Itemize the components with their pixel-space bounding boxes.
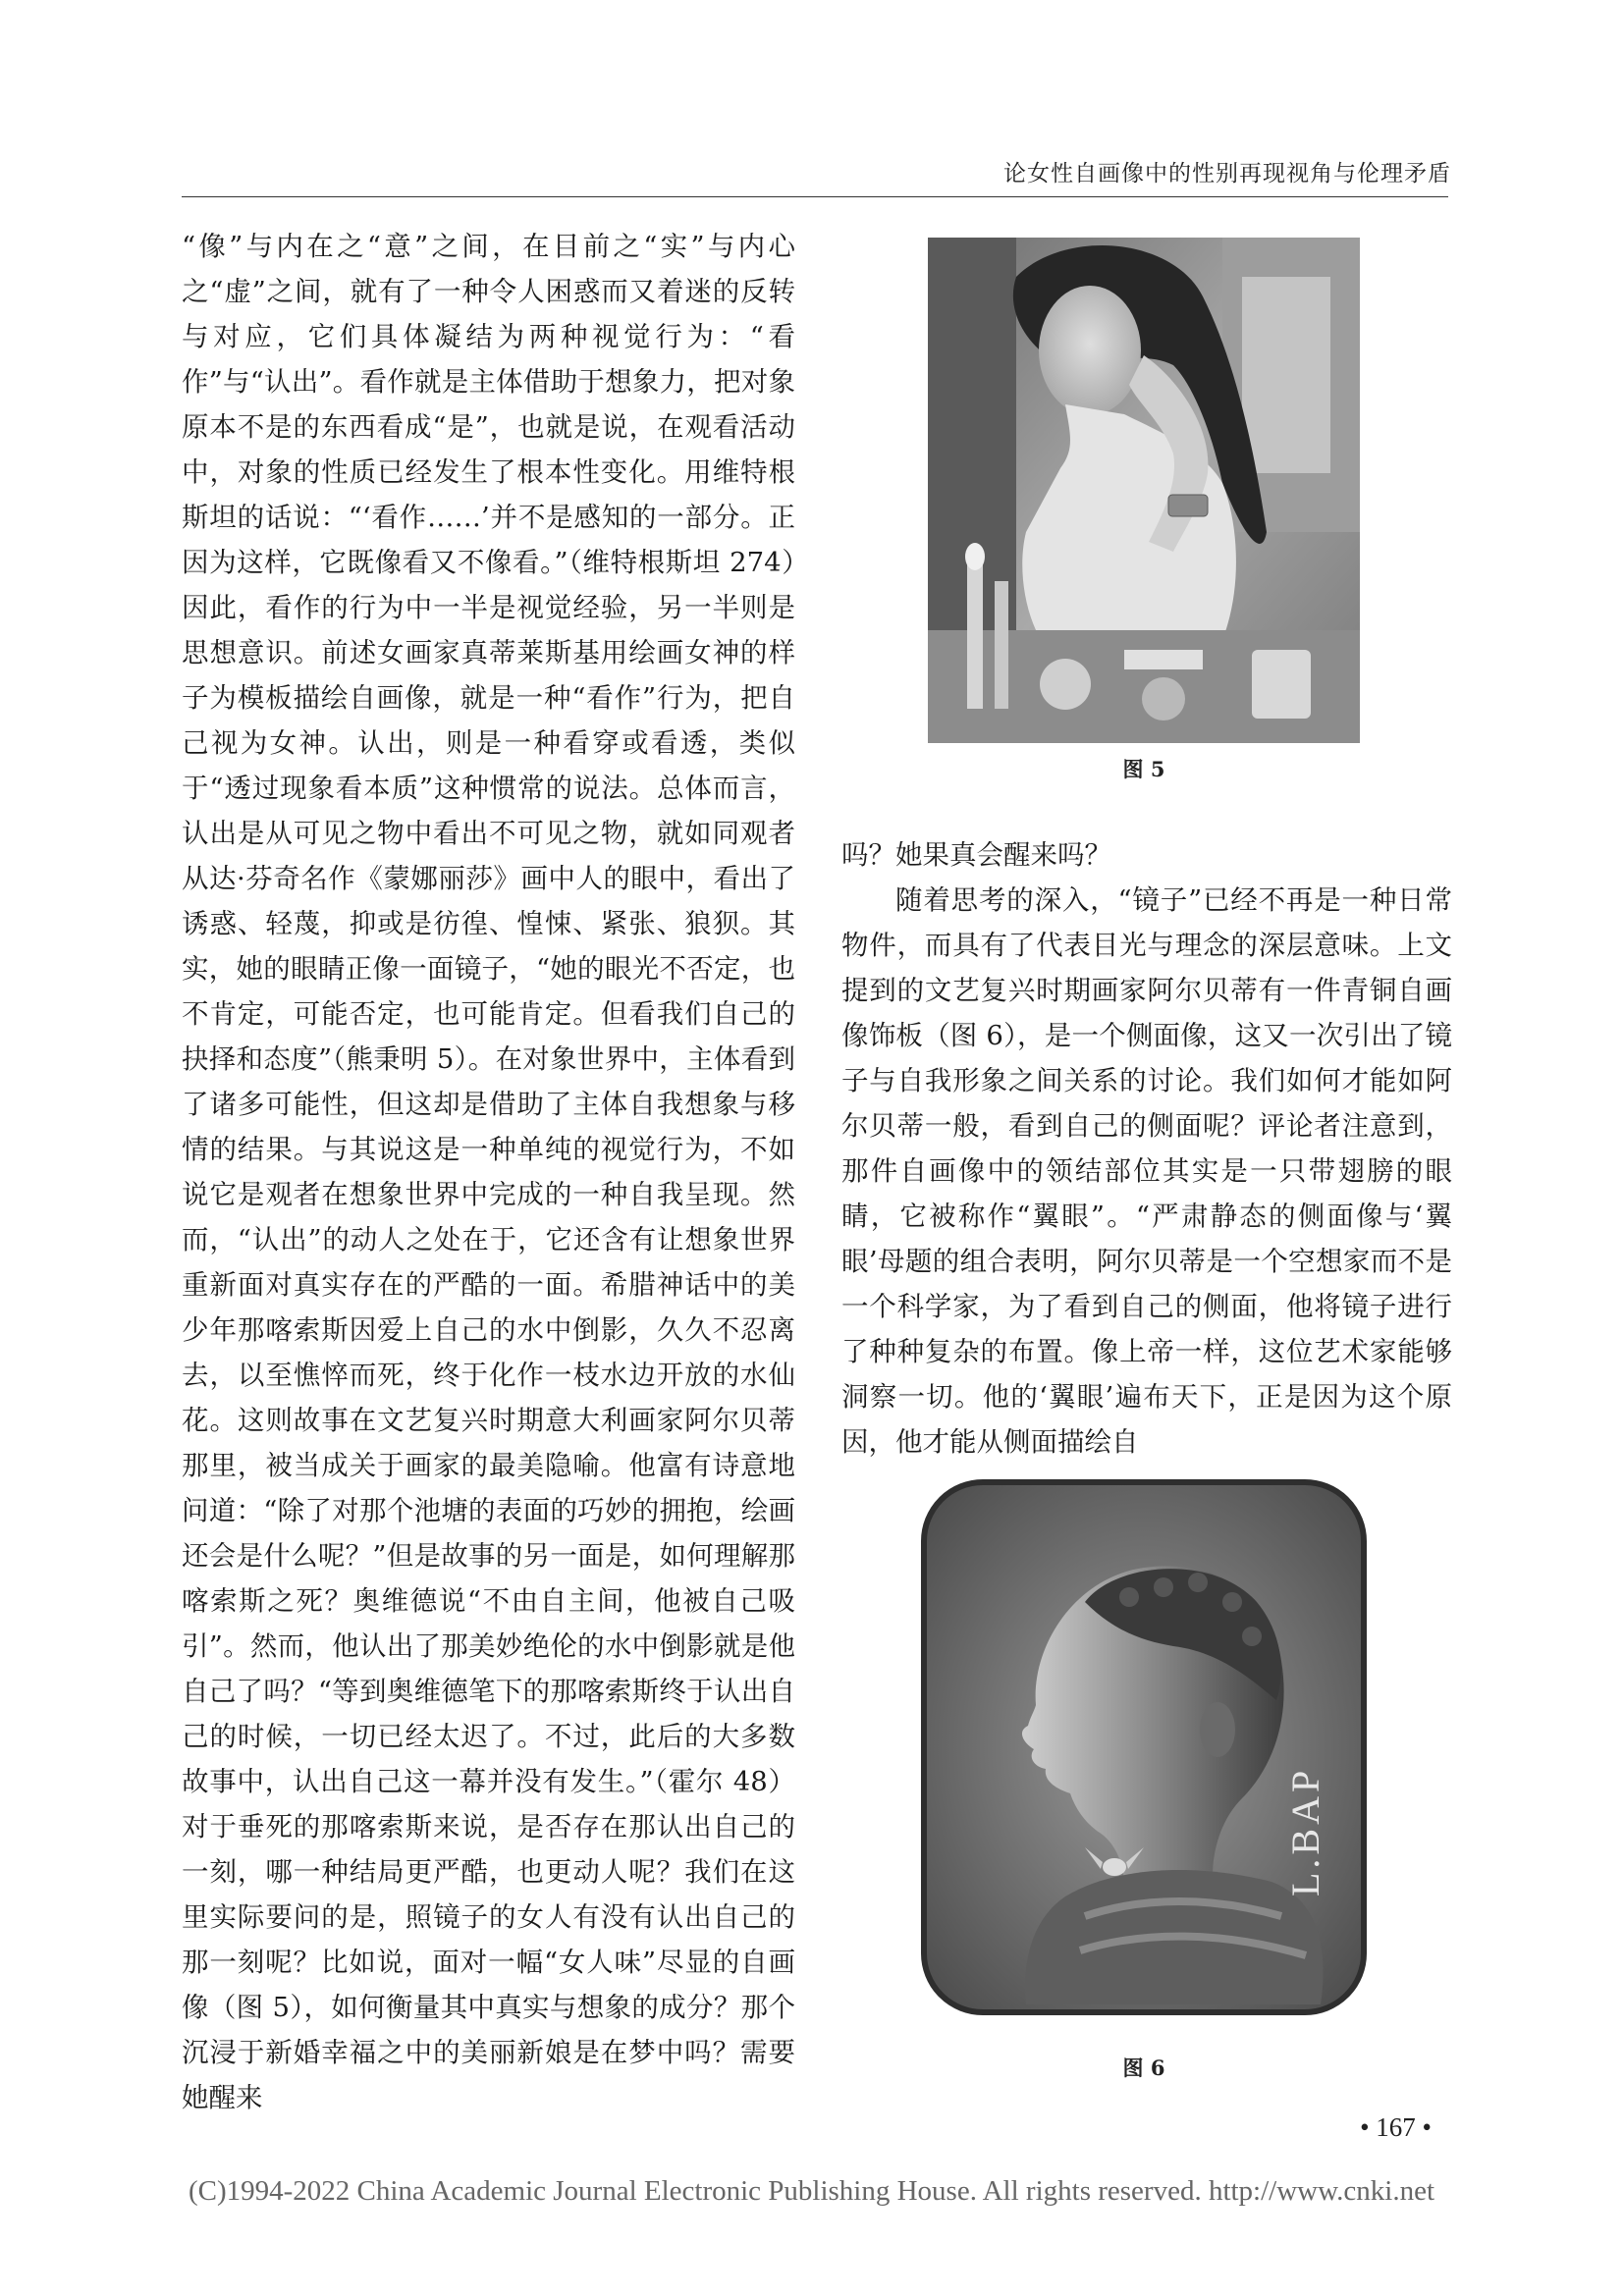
- left-column-paragraph: “像”与内在之“意”之间，在目前之“实”与内心之“虚”之间，就有了一种令人困惑而又着迷的反转与对应，它们具体凝结为两种视觉行为：“看作”与“认出”。看作就是主体借助于想象力，把对象原本不是的东西看成“是”，也就是说，在观看活动中，对象的性质已经发生了根本性变化。用维特根斯坦的话说：“‘看作……’并不是感知的一部分。正因为这样，它既像看又不像看。”（维特根斯坦 274）因此，看作的行为中一半是视觉经验，另一半则是思想意识。前述女画家真蒂莱斯基用绘画女神的样子为模板描绘自画像，就是一种“看作”行为，把自己视为女神。认出，则是一种看穿或看透，类似于“透过现象看本质”这种惯常的说法。总体而言，认出是从可见之物中看出不可见之物，就如同观者从达·芬奇名作《蒙娜丽莎》画中人的眼中，看出了诱惑、轻蔑，抑或是彷徨、惶悚、紧张、狼狈。其实，她的眼睛正像一面镜子，“她的眼光不否定，也不肯定，可能否定，也可能肯定。但看我们自己的抉择和态度”（熊秉明 5）。在对象世界中，主体看到了诸多可能性，但这却是借助了主体自我想象与移情的结果。与其说这是一种单纯的视觉行为，不如说它是观者在想象世界中完成的一种自我呈现。然而，“认出”的动人之处在于，它还含有让想象世界重新面对真实存在的严酷的一面。希腊神话中的美少年那喀索斯因爱上自己的水中倒影，久久不忍离去，以至憔悴而死，终于化作一枝水边开放的水仙花。这则故事在文艺复兴时期意大利画家阿尔贝蒂那里，被当成关于画家的最美隐喻。他富有诗意地问道：“除了对那个池塘的表面的巧妙的拥抱，绘画还会是什么呢？”但是故事的另一面是，如何理解那喀索斯之死？奥维德说“不由自主间，他被自己吸引”。然而，他认出了那美妙绝伦的水中倒影就是他自己了吗？“等到奥维德笔下的那喀索斯终于认出自己的时候，一切已经太迟了。不过，此后的大多数故事中，认出自己这一幕并没有发生。”（霍尔 48）对于垂死的那喀索斯来说，是否存在那认出自己的一刻，哪一种结局更严酷，也更动人呢？我们在这里实际要问的是，照镜子的女人有没有认出自己的那一刻呢？比如说，面对一幅“女人味”尽显的自画像（图 5），如何衡量其中真实与想象的成分？那个沉浸于新婚幸福之中的美丽新娘是在梦中吗？需要她醒来: [182, 231, 795, 2113]
- right-column-paragraph-1: 吗？她果真会醒来吗？: [841, 839, 1111, 871]
- header-rule: [182, 196, 1448, 197]
- left-column: [182, 224, 795, 2120]
- figure-6-image: [918, 1474, 1372, 2024]
- right-column: [841, 832, 1452, 1465]
- figure-6-inscription: L.BAP: [1283, 1766, 1327, 1896]
- figure-6-caption: 图 6: [1122, 2056, 1165, 2080]
- copyright-notice: (C)1994-2022 China Academic Journal Electronic Publishing House. All rights reserved. http://www.cnki.net: [188, 2175, 1435, 2207]
- right-column-paragraph-2: 随着思考的深入，“镜子”已经不再是一种日常物件，而具有了代表目光与理念的深层意味。上文提到的文艺复兴时期画家阿尔贝蒂有一件青铜自画像饰板（图 6），是一个侧面像，这又一次引出了镜子与自我形象之间关系的讨论。我们如何才能如阿尔贝蒂一般，看到自己的侧面呢？评论者注意到，那件自画像中的领结部位其实是一只带翅膀的眼睛，它被称作“翼眼”。“严肃静态的侧面像与‘翼眼’母题的组合表明，阿尔贝蒂是一个空想家而不是一个科学家，为了看到自己的侧面，他将镜子进行了种种复杂的布置。像上帝一样，这位艺术家能够洞察一切。他的‘翼眼’遍布天下，正是因为这个原因，他才能从侧面描绘自: [841, 884, 1452, 1458]
- page-number: • 167 •: [1360, 2112, 1432, 2142]
- running-header: 论女性自画像中的性别再现视角与伦理矛盾: [1003, 161, 1451, 187]
- figure-5-caption: 图 5: [1122, 757, 1165, 781]
- figure-5-image: [928, 238, 1360, 743]
